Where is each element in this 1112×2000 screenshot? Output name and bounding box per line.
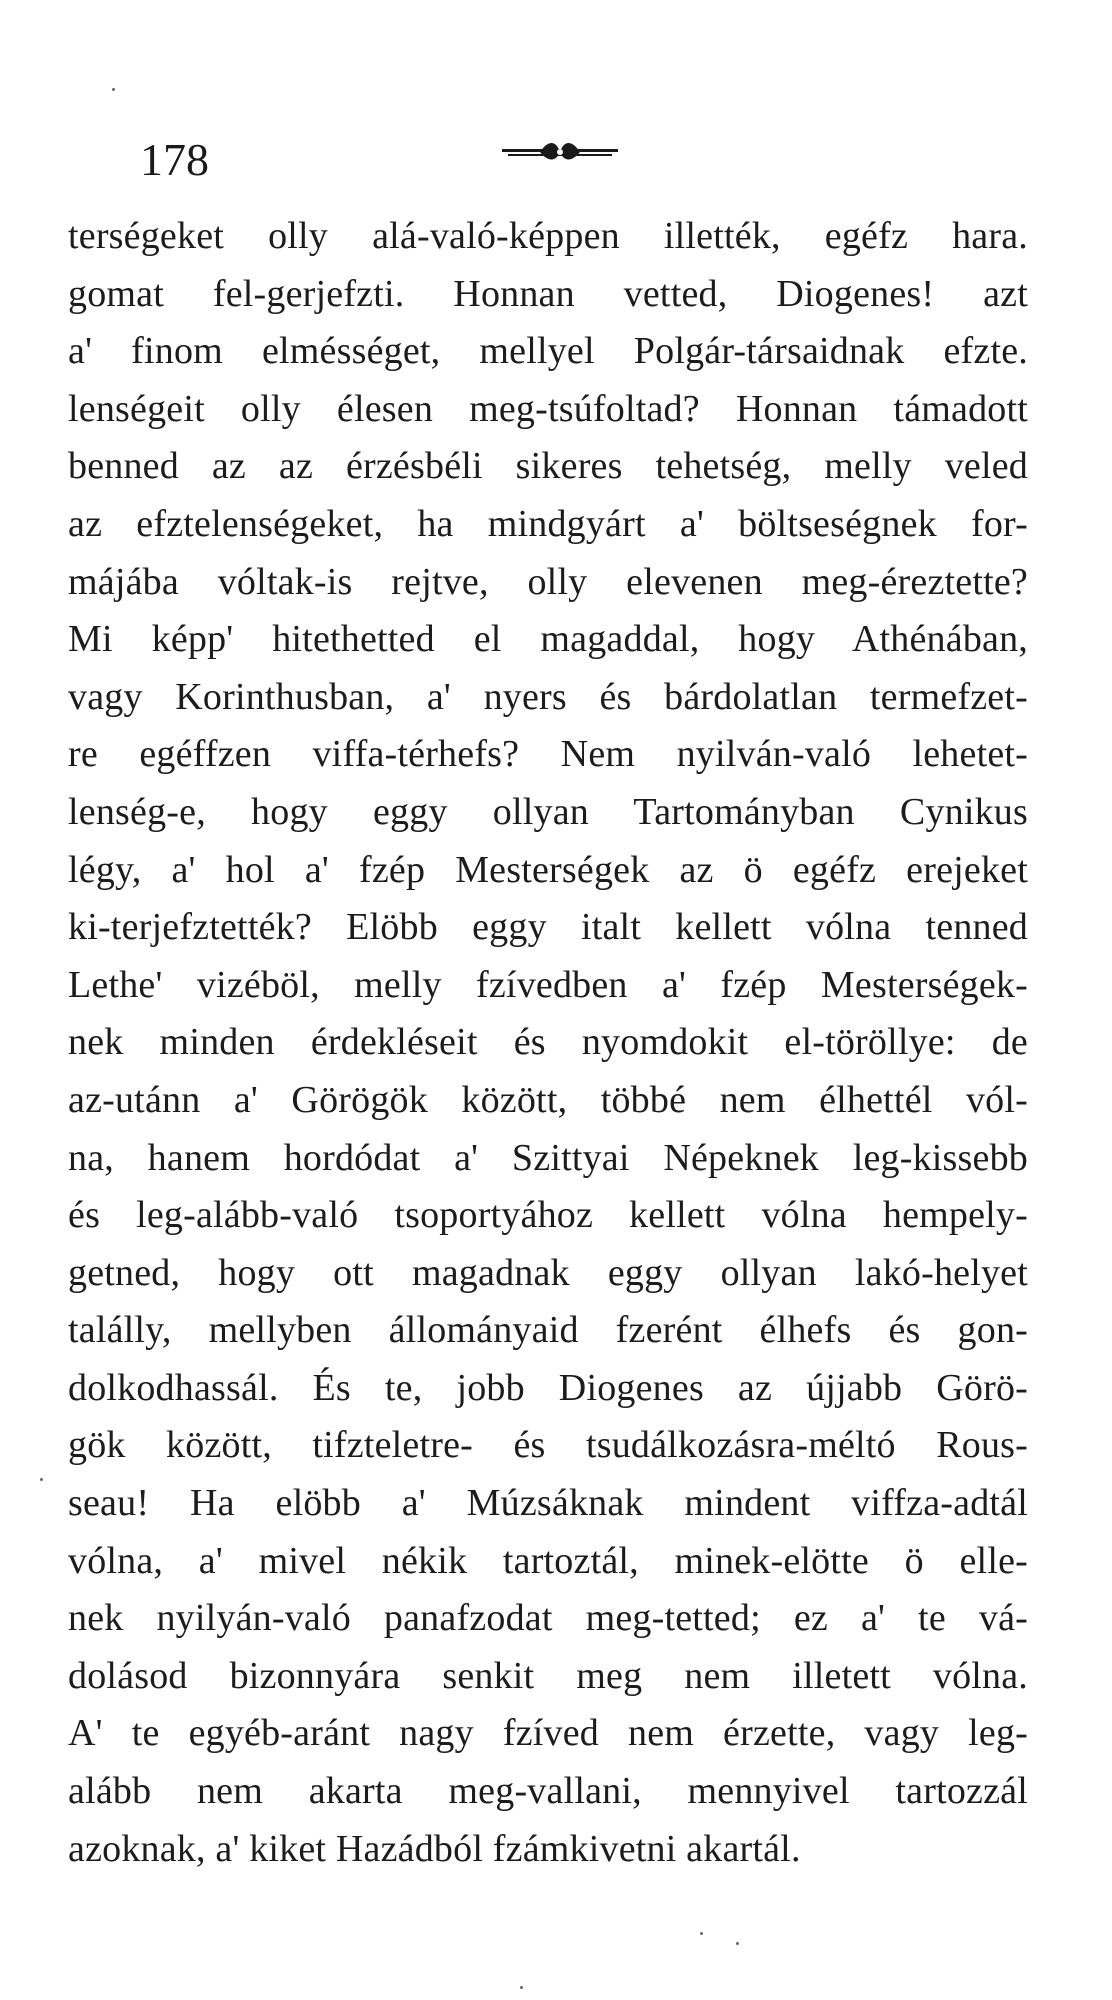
text-line: lenség-e, hogy eggy ollyan Tartományban Cynikus: [68, 790, 1028, 833]
text-line: na, hanem hordódat a' Szittyai Népeknek leg-kissebb: [68, 1136, 1028, 1179]
text-line: légy, a' hol a' fzép Mesterségek az ö egéfz erejeket: [68, 848, 1028, 891]
text-line: Mi képp' hitethetted el magaddal, hogy Athénában,: [68, 618, 1028, 661]
text-line: terségeket olly alá-való-képpen illették, egéfz hara.: [68, 215, 1028, 257]
text-line: lenségeit olly élesen meg-tsúfoltad? Honnan támadott: [68, 387, 1028, 430]
text-line: a' finom elmésséget, mellyel Polgár-társaidnak efzte.: [68, 330, 1028, 373]
page-header: [140, 130, 1000, 190]
body-text: [68, 208, 1028, 1878]
text-line: gomat fel-gerjefzti. Honnan vetted, Diogenes! azt: [68, 272, 1028, 315]
text-line: dolkodhassál. És te, jobb Diogenes az újjabb Görö-: [68, 1366, 1028, 1409]
text-line: A' te egyéb-aránt nagy fzíved nem érzette, vagy leg-: [68, 1712, 1028, 1755]
text-line: seau! Ha elöbb a' Múzsáknak mindent viffza-adtál: [68, 1482, 1028, 1525]
text-line: vólna, a' mivel nékik tartoztál, minek-elötte ö elle-: [68, 1539, 1028, 1582]
text-line: májába vóltak-is rejtve, olly elevenen meg-éreztette?: [68, 560, 1028, 603]
text-line: alább nem akarta meg-vallani, mennyivel tartozzál: [68, 1770, 1028, 1813]
text-line: találly, mellyben állományaid fzerént élhefs és gon-: [68, 1309, 1028, 1352]
text-line: ki-terjefztették? Elöbb eggy italt kellett vólna tenned: [68, 906, 1028, 949]
text-line: az efztelenségeket, ha mindgyárt a' böltseségnek for-: [68, 502, 1028, 545]
text-line: nek nyilyán-való panafzodat meg-tetted; ez a' te vá-: [68, 1597, 1028, 1640]
text-line: azoknak, a' kiket Hazádból fzámkivetni akartál.: [68, 1827, 801, 1870]
text-line: az-utánn a' Görögök között, többé nem élhettél vól-: [68, 1078, 1028, 1121]
ornament-divider-icon: [500, 140, 620, 164]
text-line: Lethe' vizéböl, melly fzívedben a' fzép Mesterségek-: [68, 963, 1028, 1006]
text-line: benned az az érzésbéli sikeres tehetség, melly veled: [68, 445, 1028, 488]
text-line: nek minden érdekléseit és nyomdokit el-töröllye: de: [68, 1021, 1028, 1064]
text-line: gök között, tifzteletre- és tsudálkozásra-méltó Rous-: [68, 1424, 1028, 1467]
text-line: dolásod bizonnyára senkit meg nem illetett vólna.: [68, 1654, 1028, 1697]
page-number: 178: [140, 134, 209, 185]
text-line: vagy Korinthusban, a' nyers és bárdolatlan termefzet-: [68, 675, 1028, 718]
text-line: és leg-alább-való tsoportyához kellett vólna hempely-: [68, 1194, 1028, 1237]
text-line: getned, hogy ott magadnak eggy ollyan lakó-helyet: [68, 1251, 1028, 1294]
text-line: re egéffzen viffa-térhefs? Nem nyilván-való lehetet-: [68, 733, 1028, 776]
